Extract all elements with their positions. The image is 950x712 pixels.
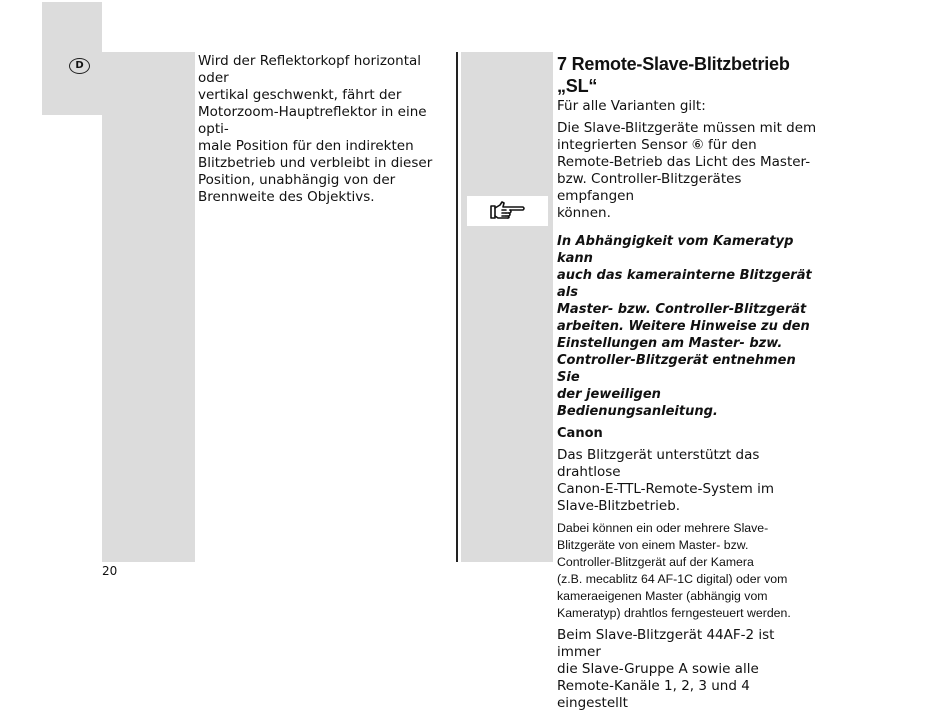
canon-support-paragraph: Das Blitzgerät unterstützt das drahtlose Canon-E-TTL-Remote-System im Slave-Blitzbetrieb. (557, 447, 775, 514)
left-margin-bar (102, 52, 195, 562)
language-badge: D (69, 58, 90, 74)
page-number: 20 (102, 564, 118, 578)
camera-type-note: In Abhängigkeit vom Kameratyp kann auch das kamerainterne Blitzgerät als Master- bzw. Controller-Blitzgerät arbeiten. Weitere Hinweise zu den Einstellungen am Master- bzw. Controller-Blitzgerät entnehmen Sie der jeweiligen Bedienungsanleitung. (557, 234, 812, 419)
column-divider (456, 52, 458, 562)
slave-group-paragraph: Beim Slave-Blitzgerät 44AF-2 ist immer die Slave-Gruppe A sowie alle Remote-Kanäle 1, 2, 3 und 4 eingestellt (557, 627, 775, 711)
right-text-column (557, 53, 817, 712)
slave-sensor-paragraph: Die Slave-Blitzgeräte müssen mit dem integrierten Sensor ⑥ für den Remote-Betrieb das Licht des Master- bzw. Controller-Blitzgerätes empfangen können. (557, 120, 817, 221)
intro-text: Für alle Varianten gilt: (557, 98, 706, 114)
note-icon-box (467, 196, 548, 226)
language-tab (42, 2, 102, 115)
left-text-column (198, 53, 453, 206)
reflector-paragraph: Wird der Reflektorkopf horizontal oder vertikal geschwenkt, fährt der Motorzoom-Hauptreflektor in eine opti- male Position für den indirekten Blitzbetrieb und verbleibt in dieser Position, unabhängig von der Brennweite des Objektivs. (198, 53, 433, 205)
middle-margin-bar (461, 52, 553, 562)
pointing-hand-icon (489, 200, 527, 222)
canon-subheading: Canon (557, 426, 603, 441)
remote-control-paragraph: Dabei können ein oder mehrere Slave- Blitzgeräte von einem Master- bzw. Controller-Blitzgerät auf der Kamera (z.B. mecablitz 64 AF-1C digital) oder vom kameraeigenen Master (abhängig vom Kameratyp) drahtlos ferngesteuert werden. (557, 521, 791, 620)
section-title: 7 Remote-Slave-Blitzbetrieb „SL“ (557, 54, 790, 96)
